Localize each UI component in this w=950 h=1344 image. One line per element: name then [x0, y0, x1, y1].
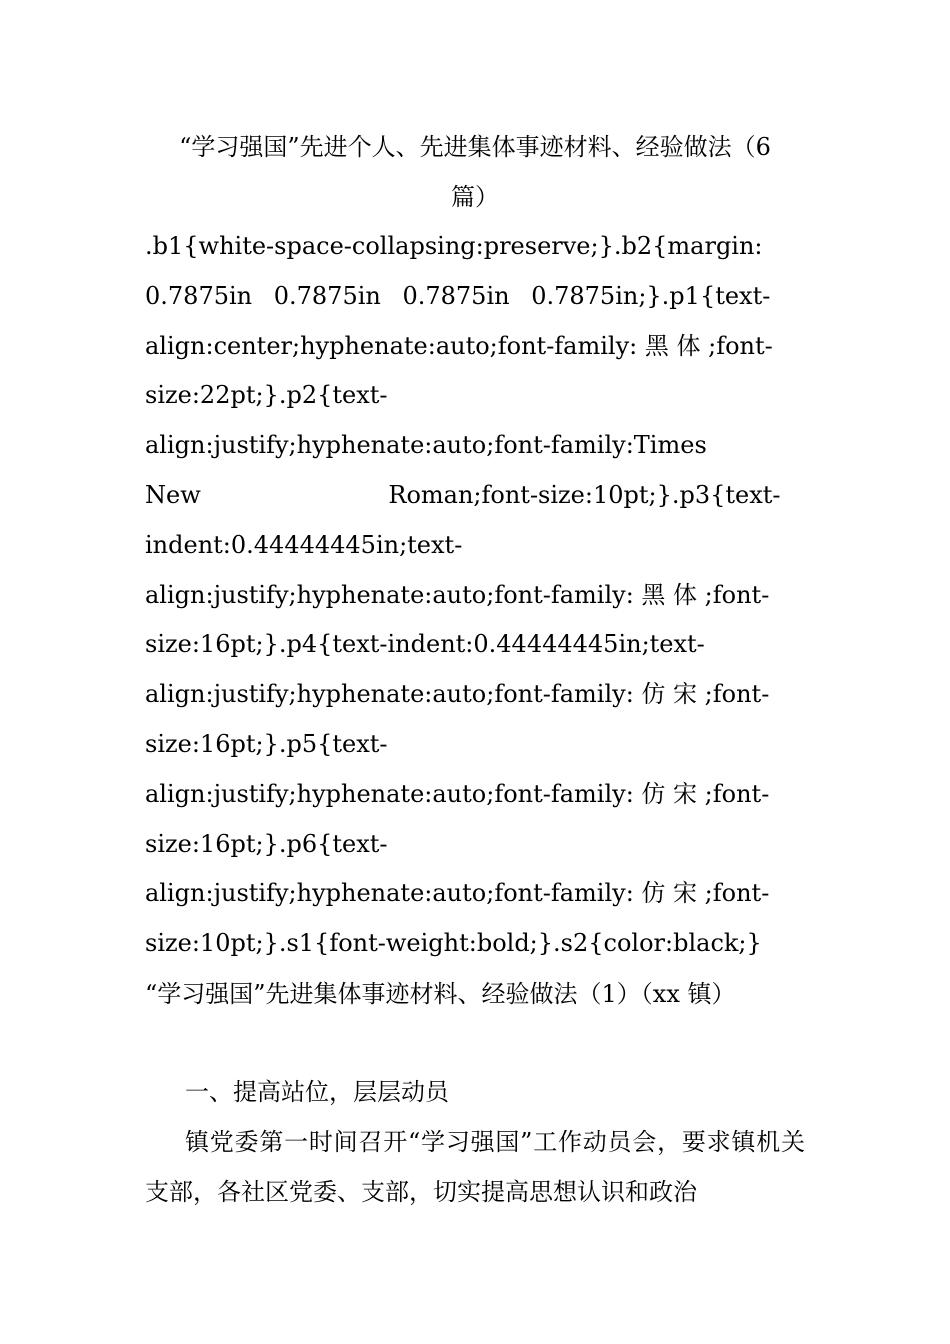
css-text-line: 0.7875in 0.7875in 0.7875in 0.7875in;}.p1{text-	[145, 281, 771, 310]
css-text-line: New Roman;font-size:10pt;}.p3{text-	[145, 480, 781, 509]
body-paragraph: 镇党委第一时间召开“学习强国”工作动员会，要求镇机关支部，各社区党委、支部，切实提高思想认识和政治	[145, 1127, 805, 1206]
section-heading: 一、提高站位，层层动员	[185, 1077, 449, 1106]
blank-line	[145, 1019, 805, 1067]
document-title-line-1: “学习强国”先进个人、先进集体事迹材料、经验做法（6	[179, 133, 771, 161]
css-text-line: size:16pt;}.p6{text-	[145, 829, 388, 858]
section-subtitle: “学习强国”先进集体事迹材料、经验做法（1）（xx 镇）	[145, 979, 736, 1008]
css-text-line: align:justify;hyphenate:auto;font-family: 仿 宋 ;font-	[145, 680, 770, 709]
css-text-line: align:justify;hyphenate:auto;font-family: 黑 体 ;font-	[145, 580, 770, 609]
css-text-line: indent:0.44444445in;text-	[145, 530, 463, 559]
css-text-line: size:16pt;}.p4{text-indent:0.44444445in;text-	[145, 630, 705, 659]
document-title-line-2: 篇）	[451, 183, 499, 211]
document-page	[145, 122, 805, 1217]
document-title	[145, 122, 805, 222]
css-text-line: align:justify;hyphenate:auto;font-family: 仿 宋 ;font-	[145, 779, 770, 808]
css-text-line: align:justify;hyphenate:auto;font-family: 仿 宋 ;font-	[145, 879, 770, 908]
css-text-line: size:16pt;}.p5{text-	[145, 729, 388, 758]
css-text-line: align:justify;hyphenate:auto;font-family:Times	[145, 431, 707, 460]
css-text-line: size:22pt;}.p2{text-	[145, 381, 388, 410]
css-text-line: align:center;hyphenate:auto;font-family: 黑 体 ;font-	[145, 331, 773, 360]
css-text-line: size:10pt;}.s1{font-weight:bold;}.s2{color:black;}	[145, 929, 762, 958]
css-text-line: .b1{white-space-collapsing:preserve;}.b2{margin:	[145, 232, 763, 260]
stray-css-text	[145, 222, 805, 969]
